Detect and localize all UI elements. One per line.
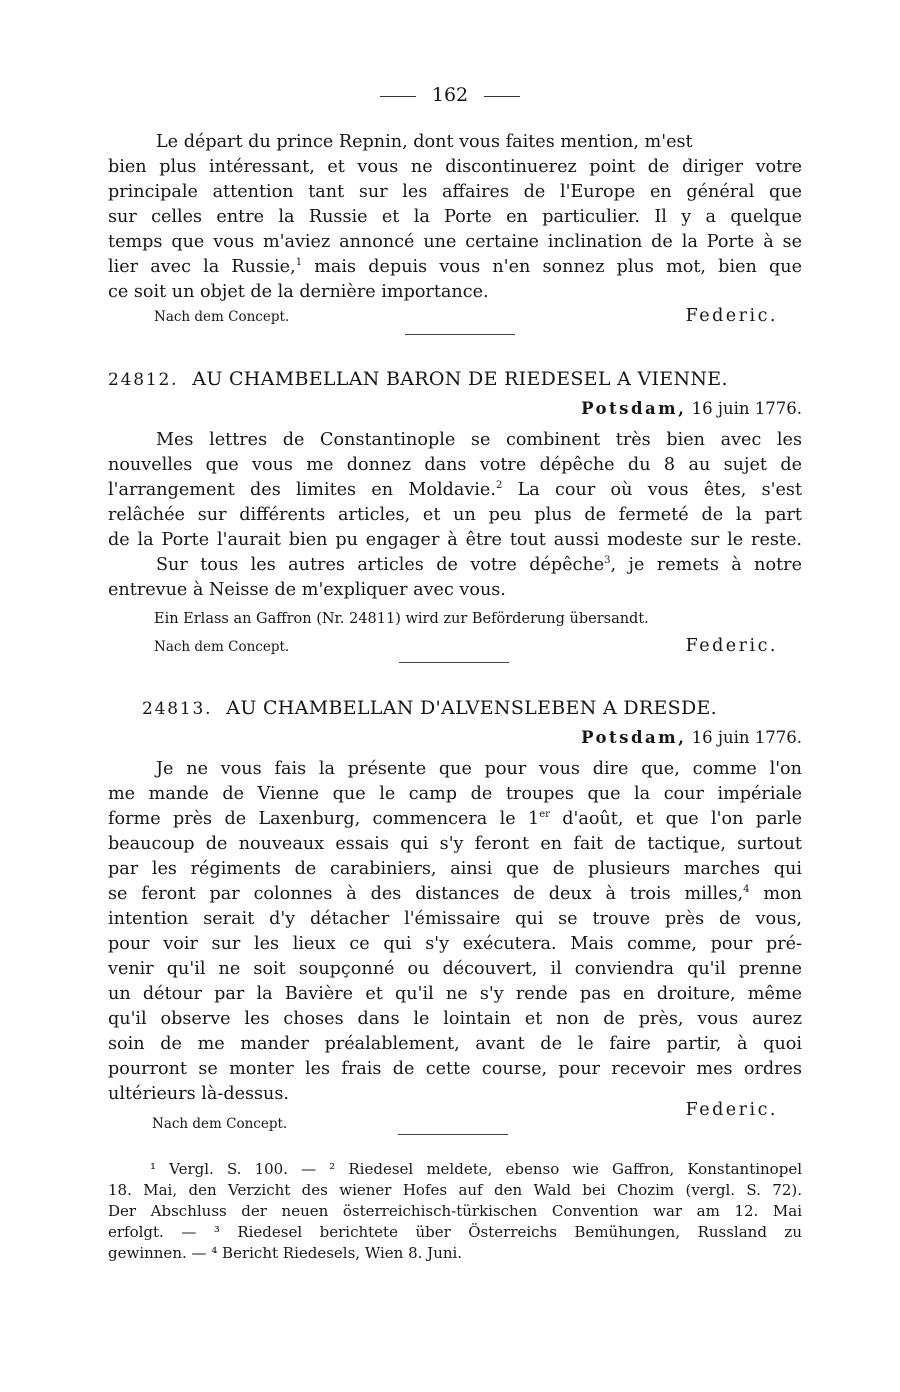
page-number: 162 [431, 84, 469, 106]
signature: Federic. [685, 636, 778, 656]
footnote-ref: 3 [604, 555, 611, 567]
text-line: nouvelles que vous me donnez dans votre dépêche du 8 au sujet de [108, 455, 802, 475]
source-signature-row [108, 636, 802, 656]
dateline-place: Potsdam, [581, 728, 687, 747]
continued-letter [108, 130, 802, 305]
text-line: de la Porte l'aurait bien pu engager à être tout aussi modeste sur le reste. [108, 530, 802, 550]
text-line: soin de me mander préalablement, avant de le faire partir, à quoi [108, 1034, 802, 1054]
text-line: Je ne vous fais la présente que pour vous dire que, comme l'on [156, 759, 802, 779]
text-line: qu'il observe les choses dans le lointain et non de près, vous aurez [108, 1009, 802, 1029]
text-line: intention serait d'y détacher l'émissaire qui se trouve près de vous, [108, 909, 802, 929]
text-line: se feront par colonnes à des distances de deux à trois milles,$^4$ mon [108, 884, 802, 904]
source-note: Nach dem Concept. [154, 639, 290, 655]
text-line: me mande de Vienne que le camp de troupes que la cour impériale [108, 784, 802, 804]
signature: Federic. [685, 1100, 778, 1120]
text-line: beaucoup de nouveaux essais qui s'y feront en fait de tactique, surtout [108, 834, 802, 854]
text-line: pour voir sur les lieux ce qui s'y exécutera. Mais comme, pour pré- [108, 934, 802, 954]
editorial-note: Ein Erlass an Gaffron (Nr. 24811) wird zur Beförderung übersandt. [154, 611, 649, 627]
footnotes [108, 1159, 802, 1264]
footnote-line: 18. Mai, den Verzicht des wiener Hofes auf den Wald bei Chozim (vergl. S. 72). [108, 1181, 802, 1199]
footnote-ref: 1 [295, 257, 303, 269]
header-rule-left [380, 96, 416, 97]
source-note: Nach dem Concept. [154, 309, 290, 325]
section-divider [399, 662, 509, 663]
text-line: Mes lettres de Constantinople se combinent très bien avec les [156, 430, 802, 450]
letter-body [108, 757, 802, 1107]
footnote-line: Der Abschluss der neuen österreichisch-türkischen Convention war am 12. Mai [108, 1202, 802, 1220]
text-line: par les régiments de carabiniers, ainsi que de plusieurs marches qui [108, 859, 802, 879]
footnote-line: erfolgt. — ³ Riedesel berichtete über Österreichs Bemühungen, Russland zu [108, 1223, 802, 1241]
footnote-ref: 2 [495, 480, 503, 492]
text-line: l'arrangement des limites en Moldavie.$^2$ La cour où vous êtes, s'est [108, 480, 803, 500]
footnote-line: gewinnen. — ⁴ Bericht Riedesels, Wien 8. Juni. [108, 1244, 463, 1262]
source-signature-row [108, 306, 802, 326]
letter-body [108, 428, 802, 603]
text-line: temps que vous m'aviez annoncé une certaine inclination de la Porte à se [108, 232, 802, 252]
footnote-line: ¹ Vergl. S. 100. — ² Riedesel meldete, ebenso wie Gaffron, Konstantinopel [150, 1160, 802, 1178]
text-line: venir qu'il ne soit soupçonné ou découvert, il conviendra qu'il prenne [108, 959, 802, 979]
letter-title: AU CHAMBELLAN BARON DE RIEDESEL A VIENNE. [192, 368, 728, 390]
text-line: Sur tous les autres articles de votre dépêche$^3$, je remets à notre [156, 555, 803, 575]
dateline [108, 728, 824, 747]
text-line: lier avec la Russie,$^1$ mais depuis vous n'en sonnez plus mot, bien que [108, 257, 803, 277]
text-line: Le départ du prince Repnin, dont vous faites mention, m'est [156, 132, 693, 152]
text-line: un détour par la Bavière et qu'il ne s'y rende pas en droiture, même [108, 984, 802, 1004]
text-line: ultérieurs là-dessus. [108, 1084, 289, 1104]
header-rule-right [484, 96, 520, 97]
text-line: principale attention tant sur les affaires de l'Europe en général que [108, 182, 802, 202]
footnote-ref: 4 [743, 884, 750, 896]
source-note: Nach dem Concept. [152, 1116, 288, 1132]
letter-heading [142, 697, 717, 719]
dateline-place: Potsdam, [581, 399, 687, 418]
superscript: er [539, 809, 550, 821]
text-line: forme près de Laxenburg, commencera le 1er d'août, et que l'on parle [108, 809, 802, 829]
text-line: sur celles entre la Russie et la Porte en particulier. Il y a quelque [108, 207, 802, 227]
page-header [0, 84, 900, 106]
text-line: entrevue à Neisse de m'expliquer avec vous. [108, 580, 506, 600]
dateline-date: 16 juin 1776. [691, 399, 802, 418]
text-line: bien plus intéressant, et vous ne discontinuerez point de diriger votre [108, 157, 802, 177]
letter-title: AU CHAMBELLAN D'ALVENSLEBEN A DRESDE. [226, 697, 717, 719]
section-divider [398, 1134, 508, 1135]
text-line: ce soit un objet de la dernière importance. [108, 282, 489, 302]
signature: Federic. [685, 306, 778, 326]
letter-number: 24812. [108, 370, 179, 390]
text-line: relâchée sur différents articles, et un peu plus de fermeté de la part [108, 505, 802, 525]
letter-number: 24813. [142, 699, 213, 719]
section-divider [405, 334, 515, 335]
dateline-date: 16 juin 1776. [691, 728, 802, 747]
text-line: pourront se monter les frais de cette course, pour recevoir mes ordres [108, 1059, 802, 1079]
letter-heading [108, 368, 728, 390]
dateline [108, 399, 824, 418]
